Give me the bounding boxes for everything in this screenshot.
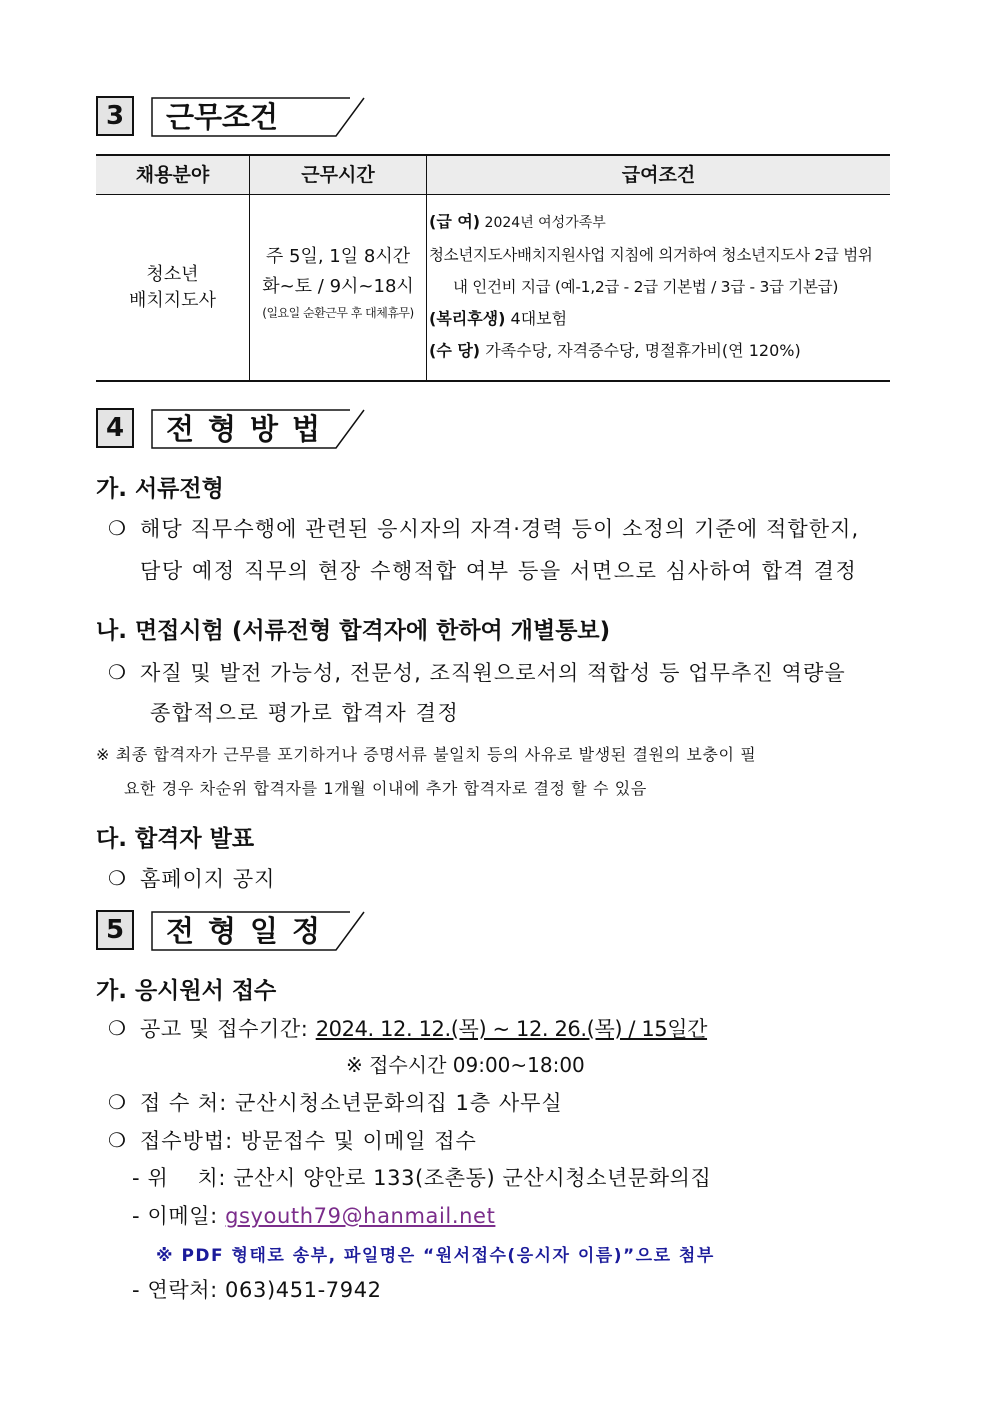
section-title-box: [150, 910, 366, 952]
body-text: - 위 치: 군산시 양안로 133(조촌동) 군산시청소년문화의집: [132, 1166, 712, 1190]
pay-text: 2024년 여성가족부: [480, 215, 606, 231]
field-line: 청소년: [146, 264, 199, 285]
period-label: 공고 및 접수기간:: [140, 1017, 316, 1041]
body-text: 종합적으로 평가로 합격자 결정: [150, 701, 460, 725]
work-conditions-table: [96, 154, 890, 382]
heading-document-screening: 가. 서류전형: [96, 476, 224, 502]
hours-note: (일요일 순환근무 후 대체휴무): [262, 306, 414, 320]
body-text: 담당 예정 직무의 현장 수행적합 여부 등을 서면으로 심사하여 합격 결정: [140, 559, 858, 583]
period-value: 2024. 12. 12.(목) ~ 12. 26.(목) / 15일간: [315, 1017, 708, 1041]
pay-label: (수 당): [429, 341, 481, 360]
body-text: - 연락처: 063)451-7942: [132, 1278, 382, 1302]
pay-text: 가족수당, 자격증수당, 명절휴가비(연 120%): [480, 341, 801, 360]
body-text: 홈페이지 공지: [140, 867, 276, 891]
period-row: [140, 1013, 707, 1043]
pay-row: [429, 206, 889, 239]
header-pay: 급여조건: [427, 156, 890, 194]
pay-text: 청소년지도사배치지원사업 지침에 의거하여 청소년지도사 2급 범위: [429, 246, 873, 264]
bullet-icon: ❍: [108, 866, 126, 890]
hours-line: 화~토 / 9시~18시: [262, 276, 414, 297]
heading-interview: 나. 면접시험 (서류전형 합격자에 한하여 개별통보): [96, 618, 611, 644]
section-title: 전형일정: [166, 914, 335, 948]
bullet-icon: ❍: [108, 516, 126, 540]
section-title-box: [150, 96, 366, 138]
email-label: - 이메일:: [132, 1204, 226, 1228]
section-number: 5: [96, 910, 134, 950]
hours-line: 주 5일, 1일 8시간: [265, 246, 411, 267]
section-title: 근무조건: [166, 100, 279, 134]
pay-row: [429, 303, 889, 335]
field-line: 배치지도사: [129, 290, 216, 311]
header-hours: 근무시간: [250, 156, 426, 194]
bullet-icon: ❍: [108, 1128, 126, 1152]
pay-row: [429, 335, 889, 367]
email-link[interactable]: gsyouth79@hanmail.net: [225, 1204, 496, 1228]
body-text: 접수방법: 방문접수 및 이메일 접수: [140, 1129, 477, 1153]
section-title: 전형방법: [166, 412, 335, 446]
hours-cell: [250, 242, 426, 324]
time-note: ※ 접수시간 09:00~18:00: [346, 1053, 585, 1077]
heading-announcement: 다. 합격자 발표: [96, 826, 255, 852]
pay-text: 4대보험: [505, 309, 568, 328]
body-text: 접 수 처: 군산시청소년문화의집 1층 사무실: [140, 1091, 563, 1115]
section-number: 4: [96, 408, 134, 448]
field-cell: [96, 262, 249, 314]
pay-cell: [429, 206, 889, 367]
section-number: 3: [96, 96, 134, 136]
bullet-icon: ❍: [108, 1090, 126, 1114]
pay-label: (급 여): [429, 212, 481, 231]
bullet-icon: ❍: [108, 660, 126, 684]
header-field: 채용분야: [96, 156, 249, 194]
body-text: 자질 및 발전 가능성, 전문성, 조직원으로서의 적합성 등 업무추진 역량을: [140, 661, 846, 685]
pdf-note: ※ PDF 형태로 송부, 파일명은 “원서접수(응시자 이름)”으로 첨부: [156, 1246, 715, 1266]
note-text: 요한 경우 차순위 합격자를 1개월 이내에 추가 합격자로 결정 할 수 있음: [124, 779, 647, 798]
body-text: 해당 직무수행에 관련된 응시자의 자격·경력 등이 소정의 기준에 적합한지,: [140, 517, 860, 541]
bullet-icon: ❍: [108, 1016, 126, 1040]
section-title-box: [150, 408, 366, 450]
heading-application: 가. 응시원서 접수: [96, 978, 277, 1004]
note-text: ※ 최종 합격자가 근무를 포기하거나 증명서류 불일치 등의 사유로 발생된 결원의 보충이 필: [96, 745, 757, 764]
pay-text: 내 인건비 지급 (예-1,2급 - 2급 기본법 / 3급 - 3급 기본급): [453, 278, 839, 296]
pay-label: (복리후생): [429, 309, 506, 328]
email-row: [132, 1200, 495, 1230]
